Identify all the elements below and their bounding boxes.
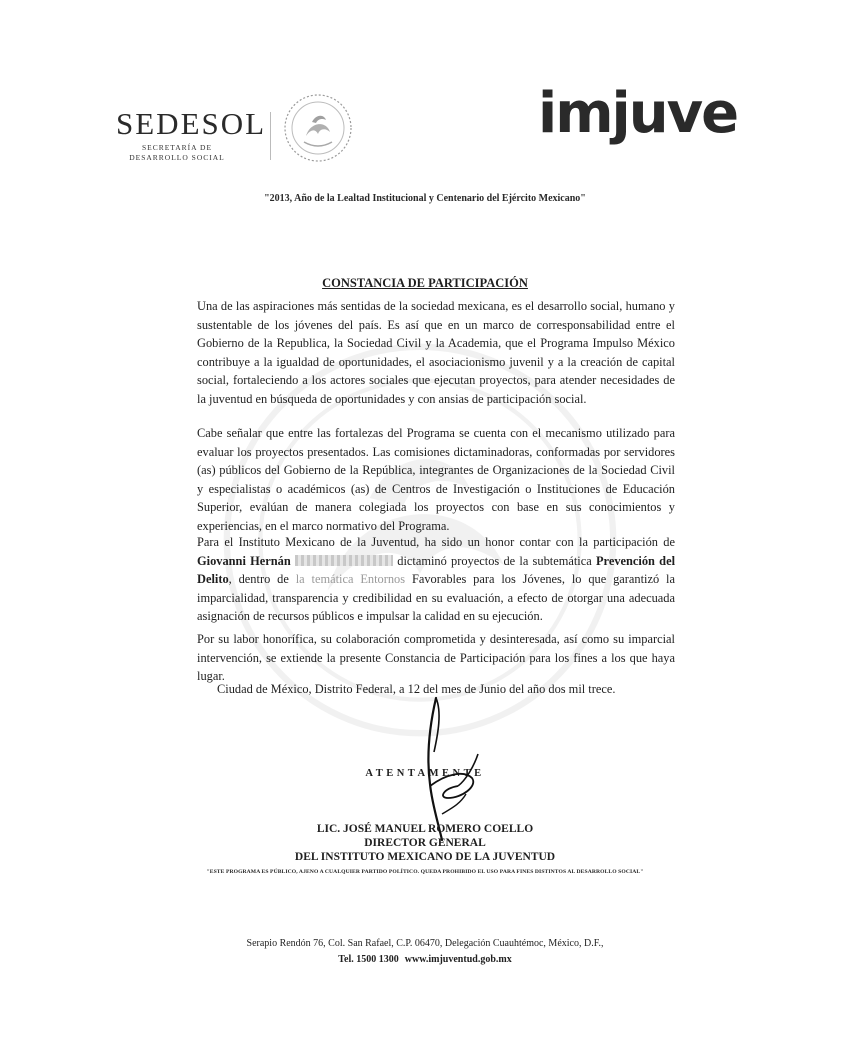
document-date: Ciudad de México, Distrito Federal, a 12 del mes de Junio del año dos mil trece. [217,682,616,696]
footer [0,936,850,968]
signer-block [0,822,850,864]
redacted-surname [295,555,393,566]
mexican-coat-of-arms-icon [282,92,354,164]
sedesol-logo-subtitle: SECRETARÍA DE DESARROLLO SOCIAL [129,143,225,162]
sedesol-logo [116,108,266,163]
imjuve-logo: imjuve [538,81,738,146]
footer-phone: Tel. 1500 1300 [338,954,399,965]
participant-name: Giovanni Hernán [197,553,291,568]
signer-role: DIRECTOR GENERAL [364,837,486,849]
paragraph-participation: Para el Instituto Mexicano de la Juventud, ha sido un honor contar con la participación de Giovanni Hernán dictaminó proyectos de la subtemática Prevención del Delito, dentro de la temática Entornos Favorables para los Jóvenes, lo que garantizó la imparcialidad, transparencia y credibilidad en su evaluación, a efecto de otorgar una adecuada asignación de recursos públicos e impulsar la calidad en su ejecución. [197,535,676,624]
document-title: CONSTANCIA DE PARTICIPACIÓN [322,276,528,290]
signer-name: LIC. JOSÉ MANUEL ROMERO COELLO [316,823,534,835]
paragraph-evaluation: Cabe señalar que entre las fortalezas del Programa se cuenta con el mecanismo utilizado para evaluar los proyectos presentados. Las comisiones dictaminadoras, conformadas por servidores (as) públicos del Gobierno de la República, integrantes de Organizaciones de la Sociedad Civil y especialistas o académicos (as) de Centros de Investigación o Instituciones de Educación Superior, evalúan de manera colegiada los proyectos con base en sus conocimientos y experiencias, en el marco normativo del Programa. [197,426,675,533]
motto: "2013, Año de la Lealtad Institucional y Centenario del Ejército Mexicano" [264,193,586,204]
footer-url: www.imjuventud.gob.mx [404,954,512,965]
legal-disclaimer: "ESTE PROGRAMA ES PÚBLICO, AJENO A CUALQUIER PARTIDO POLÍTICO. QUEDA PROHIBIDO EL USO PARA FINES DISTINTOS AL DESARROLLO SOCIAL" [206,869,644,875]
paragraph-closing: Por su labor honorífica, su colaboración comprometida y desinteresada, así como su imparcial intervención, se extiende la presente Constancia de Participación para los fines a los que haya lugar. [197,632,675,684]
footer-contact [0,952,850,968]
footer-address: Serapio Rendón 76, Col. San Rafael, C.P. 06470, Delegación Cuauhtémoc, México, D.F., [246,938,604,949]
closing-word: ATENTAMENTE [365,768,485,779]
paragraph-intro: Una de las aspiraciones más sentidas de la sociedad mexicana, es el desarrollo social, humano y sustentable de los jóvenes del país. Es así que en un marco de corresponsabilidad entre el Gobierno de la Republica, la Sociedad Civil y la Academia, que el Programa Impulso México contribuye a la igualdad de oportunidades, el asociacionismo juvenil y a la creación de capital social, fortaleciendo a los actores sociales que ejecutan proyectos, para atender necesidades de la juventud en búsqueda de oportunidades y con ansias de participación social. [197,299,675,406]
sedesol-logo-word: SEDESOL [116,106,267,141]
signer-institution: DEL INSTITUTO MEXICANO DE LA JUVENTUD [294,851,556,863]
logo-divider [270,112,271,160]
